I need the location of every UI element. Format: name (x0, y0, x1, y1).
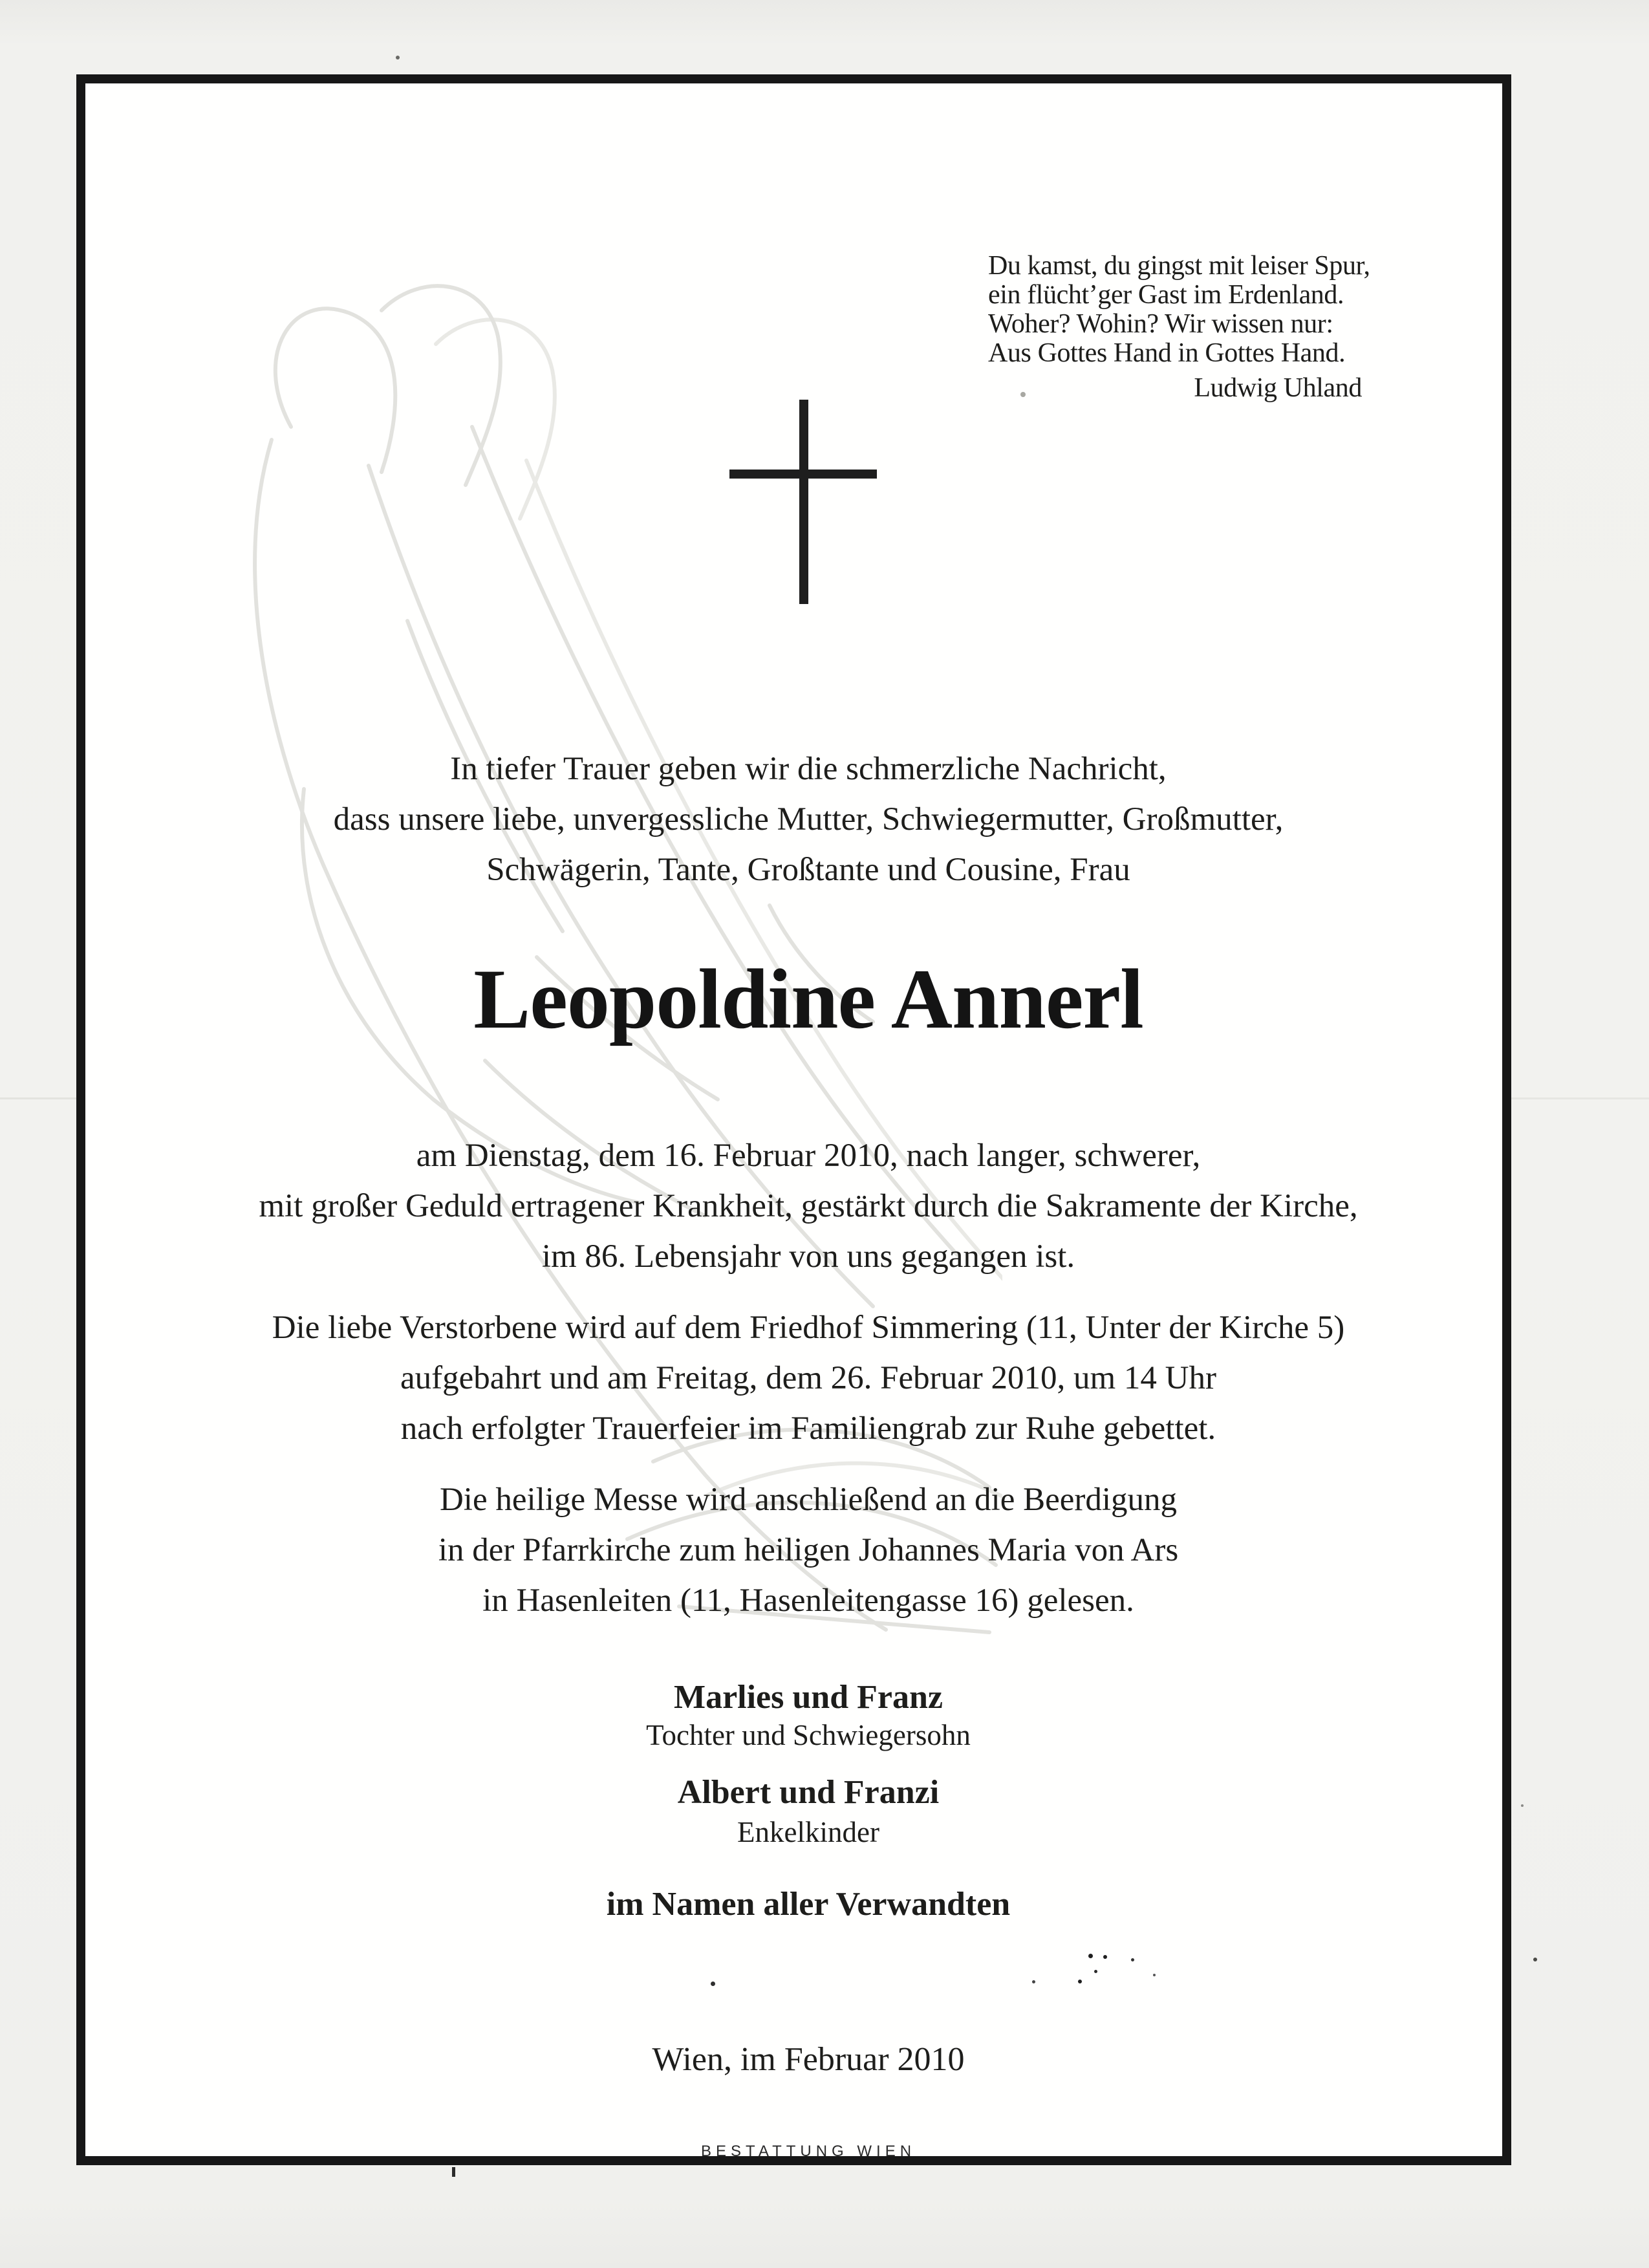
poem-line: ein flücht’ger Gast im Erdenland. (988, 280, 1344, 310)
closing-line: im Namen aller Verwandten (606, 1886, 1011, 1923)
cross-horizontal-bar (729, 470, 877, 479)
funeral-details-line: aufgebahrt und am Freitag, dem 26. Februar 2010, um 14 Uhr (400, 1360, 1216, 1396)
cross-vertical-bar (799, 400, 808, 604)
poem-line: Aus Gottes Hand in Gottes Hand. (988, 338, 1346, 368)
death-details-paragraph (91, 1130, 1526, 1282)
funeral-home-name: BESTATTUNG WIEN (700, 2143, 916, 2160)
mass-details-line: Die heilige Messe wird anschließend an die Beerdigung (439, 1482, 1178, 1518)
scan-speck (1533, 1958, 1537, 1961)
scan-speck (1094, 1970, 1097, 1973)
scan-speck (1103, 1955, 1107, 1959)
intro-line: In tiefer Trauer geben wir die schmerzliche Nachricht, (450, 751, 1167, 787)
funeral-details-line: Die liebe Verstorbene wird auf dem Friedhof Simmering (11, Unter der Kirche 5) (272, 1310, 1345, 1346)
scan-speck (1032, 1980, 1035, 1983)
paper-fold-line (0, 1097, 76, 1099)
mass-details-paragraph (91, 1474, 1526, 1626)
scan-speck (1521, 1804, 1524, 1807)
scan-speck (452, 2167, 455, 2177)
mourner-relation: Enkelkinder (737, 1816, 879, 1848)
scan-speck (1088, 1954, 1093, 1958)
scan-speck (711, 1982, 715, 1986)
mass-details-line: in der Pfarrkirche zum heiligen Johannes Maria von Ars (438, 1532, 1179, 1568)
scan-speck (396, 56, 400, 59)
memorial-cross-icon (729, 400, 877, 604)
intro-line: dass unsere liebe, unvergessliche Mutter, Schwiegermutter, Großmutter, (333, 801, 1284, 837)
mourner-names: Marlies und Franz (674, 1679, 943, 1716)
mass-details-line: in Hasenleiten (11, Hasenleitengasse 16) gelesen. (482, 1582, 1134, 1619)
poem-line: Woher? Wohin? Wir wissen nur: (988, 309, 1333, 339)
paper-fold-line (1511, 1097, 1649, 1099)
mourner-relation: Tochter und Schwiegersohn (646, 1719, 971, 1751)
funeral-details-line: nach erfolgter Trauerfeier im Familiengrab zur Ruhe gebettet. (400, 1410, 1216, 1447)
poem-line: Du kamst, du gingst mit leiser Spur, (988, 251, 1370, 281)
funeral-details-paragraph (91, 1302, 1526, 1454)
scan-speck (1153, 1974, 1156, 1976)
dateline: Wien, im Februar 2010 (652, 2041, 965, 2078)
scan-speck (1078, 1980, 1082, 1983)
death-details-line: mit großer Geduld ertragener Krankheit, gestärkt durch die Sakramente der Kirche, (259, 1188, 1358, 1224)
death-details-line: am Dienstag, dem 16. Februar 2010, nach langer, schwerer, (416, 1138, 1201, 1174)
intro-line: Schwägerin, Tante, Großtante und Cousine, Frau (486, 852, 1130, 888)
scan-speck (1131, 1958, 1134, 1961)
poem-author: Ludwig Uhland (1194, 373, 1362, 403)
mourner-names: Albert und Franzi (677, 1774, 940, 1811)
scan-speck (1020, 392, 1026, 397)
memorial-poem (988, 252, 1379, 403)
intro-paragraph (91, 744, 1526, 895)
death-details-line: im 86. Lebensjahr von uns gegangen ist. (541, 1238, 1075, 1275)
deceased-name: Leopoldine Annerl (473, 951, 1143, 1046)
